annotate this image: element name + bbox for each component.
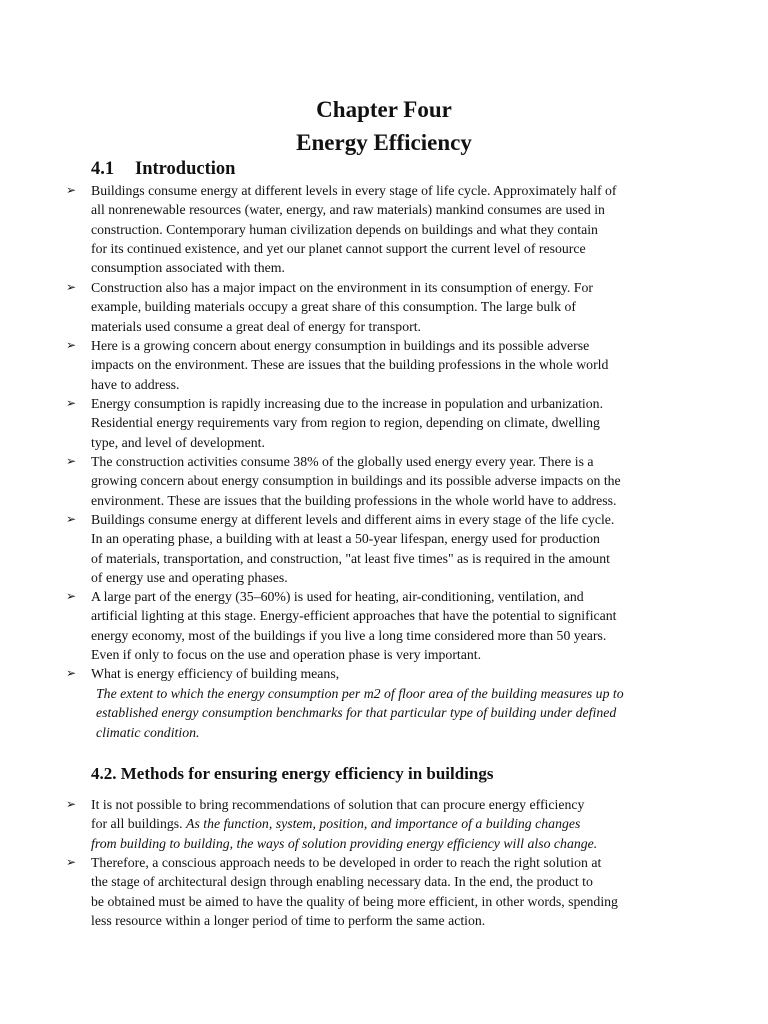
text-line: of materials, transportation, and construction, "at least five times" as is required in the amount xyxy=(91,550,610,566)
list-item xyxy=(66,664,686,683)
bullet-arrow-icon: ➢ xyxy=(66,797,77,811)
list-item xyxy=(66,452,686,510)
text-line: example, building materials occupy a great share of this consumption. The large bulk of xyxy=(91,299,576,315)
text-line: The extent to which the energy consumption per m2 of floor area of the building measures up to xyxy=(96,686,624,701)
text-line: materials used consume a great deal of energy for transport. xyxy=(91,318,421,334)
bullet-arrow-icon: ➢ xyxy=(66,280,77,294)
list-item xyxy=(66,278,686,336)
text-line: Energy consumption is rapidly increasing due to the increase in population and urbanization. xyxy=(91,396,604,411)
list-item xyxy=(66,853,686,930)
list-item xyxy=(66,336,686,394)
list-item xyxy=(66,510,686,587)
text-line: less resource within a longer period of time to perform the same action. xyxy=(91,912,486,928)
text-line: artificial lighting at this stage. Energy-efficient approaches that have the potential to significant xyxy=(91,608,617,624)
list-item xyxy=(66,587,686,664)
section-number: 4.1 xyxy=(91,159,115,179)
text-segment: for all buildings. xyxy=(91,816,187,832)
bullet-arrow-icon: ➢ xyxy=(66,454,77,468)
text-line: Even if only to focus on the use and operation phase is very important. xyxy=(91,646,482,662)
text-line: all nonrenewable resources (water, energy, and raw materials) mankind consumes are used in xyxy=(91,202,605,218)
text-line: In an operating phase, a building with at least a 50-year lifespan, energy used for production xyxy=(91,531,600,547)
bullet-arrow-icon: ➢ xyxy=(66,183,77,197)
text-line: Here is a growing concern about energy consumption in buildings and its possible adverse xyxy=(91,338,590,353)
text-line: Therefore, a conscious approach needs to be developed in order to reach the right solution at xyxy=(91,855,602,870)
list-item xyxy=(66,394,686,452)
text-line: The construction activities consume 38% of the globally used energy every year. There is a xyxy=(91,454,594,469)
italic-text-segment: As the function, system, position, and importance of a building changes xyxy=(186,816,581,832)
text-line: have to address. xyxy=(91,376,180,392)
bullet-arrow-icon: ➢ xyxy=(66,396,77,410)
text-line: be obtained must be aimed to have the quality of being more efficient, in other words, spending xyxy=(91,893,618,909)
text-line xyxy=(91,814,686,833)
list-item xyxy=(66,181,686,277)
chapter-title: Chapter Four xyxy=(316,97,452,122)
text-line: construction. Contemporary human civilization depends on buildings and what they contain xyxy=(91,221,598,237)
text-line: from building to building, the ways of solution providing energy efficiency will also change. xyxy=(91,835,598,851)
text-line: Buildings consume energy at different levels in every stage of life cycle. Approximately half of xyxy=(91,183,617,198)
text-line: growing concern about energy consumption in buildings and its possible adverse impacts on the xyxy=(91,473,621,489)
text-line: climatic condition. xyxy=(96,724,200,740)
text-line: Buildings consume energy at different levels and different aims in every stage of the life cycle. xyxy=(91,512,615,527)
text-line: type, and level of development. xyxy=(91,434,265,450)
bullet-arrow-icon: ➢ xyxy=(66,589,77,603)
text-line: consumption associated with them. xyxy=(91,260,285,276)
list-item xyxy=(66,795,686,853)
text-line: of energy use and operating phases. xyxy=(91,569,288,585)
text-line: impacts on the environment. These are issues that the building professions in the whole world xyxy=(91,357,609,373)
section-heading-intro xyxy=(91,157,235,181)
text-line: Residential energy requirements vary from region to region, depending on climate, dwelling xyxy=(91,415,600,431)
text-line: established energy consumption benchmarks for that particular type of building under defined xyxy=(96,705,617,721)
text-line: environment. These are issues that the building professions in the whole world have to address. xyxy=(91,492,617,508)
bullet-arrow-icon: ➢ xyxy=(66,666,77,680)
text-line: What is energy efficiency of building means, xyxy=(91,666,340,681)
section-title: Introduction xyxy=(135,159,236,179)
text-line: It is not possible to bring recommendations of solution that can procure energy efficiency xyxy=(91,797,585,812)
text-line: A large part of the energy (35–60%) is used for heating, air-conditioning, ventilation, and xyxy=(91,589,584,604)
text-line: for its continued existence, and yet our planet cannot support the current level of resource xyxy=(91,240,586,256)
bullet-arrow-icon: ➢ xyxy=(66,512,77,526)
text-line: the stage of architectural design through enabling necessary data. In the end, the product to xyxy=(91,874,593,890)
definition-quote xyxy=(96,684,696,742)
chapter-subtitle: Energy Efficiency xyxy=(296,130,472,155)
bullet-arrow-icon: ➢ xyxy=(66,855,77,869)
bullet-arrow-icon: ➢ xyxy=(66,338,77,352)
text-line: energy economy, most of the buildings if you live a long time considered more than 50 years. xyxy=(91,627,607,643)
section-heading-methods: 4.2. Methods for ensuring energy efficiency in buildings xyxy=(91,764,494,783)
text-line: Construction also has a major impact on the environment in its consumption of energy. For xyxy=(91,280,593,295)
